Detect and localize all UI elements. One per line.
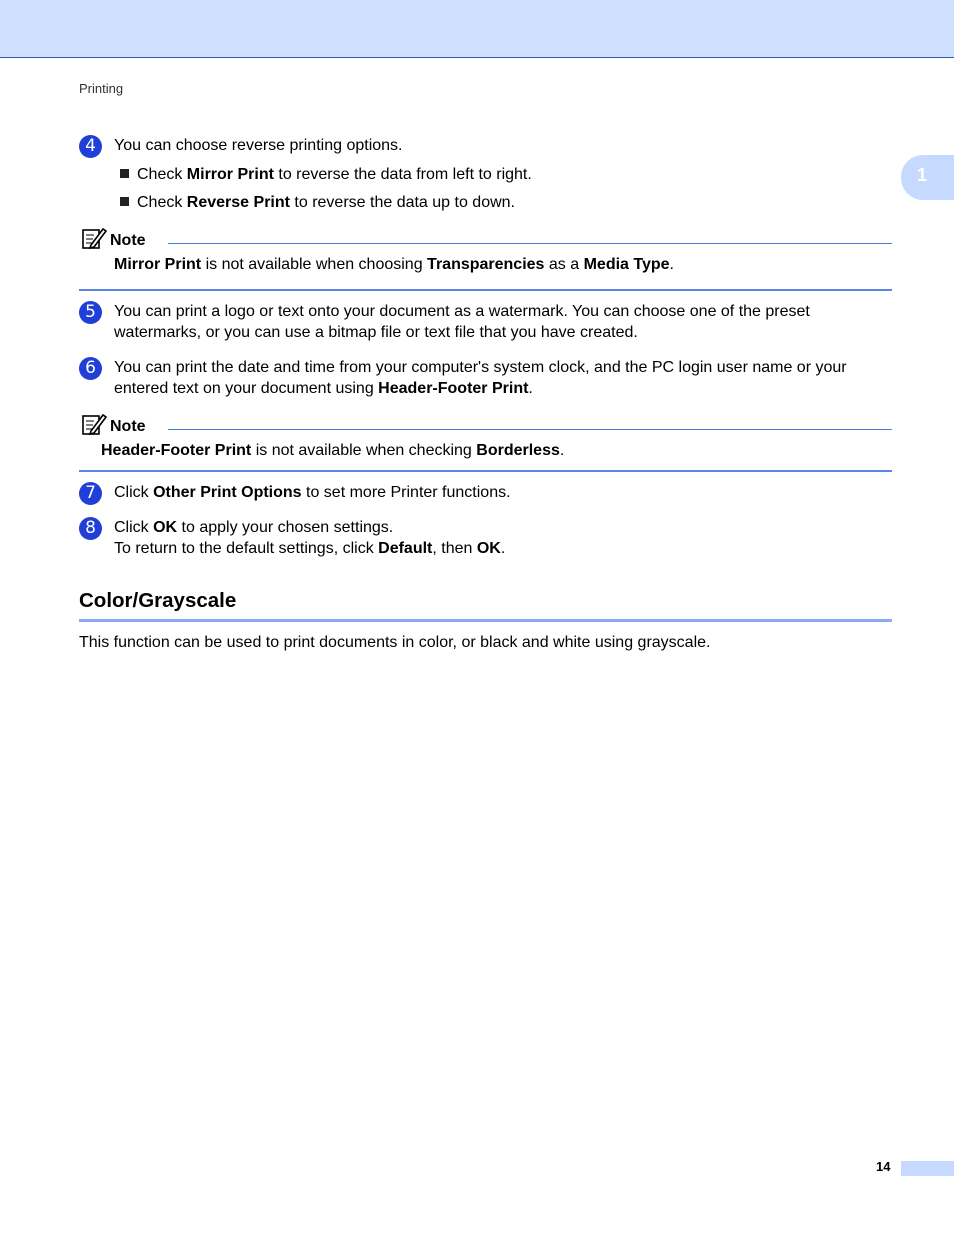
section-rule [79, 619, 892, 622]
note-text: Header-Footer Print is not available when checking Borderless. [101, 442, 565, 459]
note-box-header-footer [79, 412, 892, 474]
step-text: You can choose reverse printing options. [114, 137, 403, 154]
bullet-reverse-print: Check Reverse Print to reverse the data up to down. [120, 193, 515, 213]
note-pencil-icon [81, 412, 107, 436]
running-head: Printing [79, 81, 124, 96]
top-header-band [0, 0, 954, 58]
page-number-block [901, 1161, 954, 1176]
note-box-mirror-print [79, 226, 892, 292]
chapter-tab [901, 155, 954, 200]
step-5 [79, 301, 891, 345]
step-7 [79, 482, 891, 506]
step-6 [79, 357, 891, 401]
note-divider [168, 429, 892, 430]
square-bullet-icon [120, 197, 129, 206]
step-4 [79, 135, 891, 159]
page-number: 14 [876, 1159, 891, 1174]
note-text: Mirror Print is not available when choosing Transparencies as a Media Type. [114, 256, 674, 273]
step-text: You can print a logo or text onto your document as a watermark. You can choose one of the preset watermarks, or you can use a bitmap file or text file that you have created. [114, 303, 810, 341]
step-number-badge: 8 [79, 517, 102, 540]
step-text [114, 518, 894, 559]
note-divider [168, 243, 892, 244]
step-8-line-1: Click OK to apply your chosen settings. [114, 519, 394, 536]
note-bottom-rule [79, 470, 892, 472]
chapter-number: 1 [917, 165, 928, 185]
step-number-badge: 6 [79, 357, 102, 380]
note-pencil-icon [81, 226, 107, 250]
bullet-mirror-print: Check Mirror Print to reverse the data from left to right. [120, 165, 532, 185]
step-8-line-2: To return to the default settings, click Default, then OK. [114, 539, 506, 557]
section-title: Color/Grayscale [79, 589, 237, 612]
step-text: Click Other Print Options to set more Printer functions. [114, 484, 511, 501]
square-bullet-icon [120, 169, 129, 178]
step-text: You can print the date and time from your computer's system clock, and the PC login user name or your entered text on your document using Header-Footer Print. [114, 359, 847, 397]
step-number-badge: 4 [79, 135, 102, 158]
section-body: This function can be used to print documents in color, or black and white using grayscale. [79, 634, 711, 651]
note-label: Note [110, 232, 146, 249]
note-label: Note [110, 418, 146, 435]
step-number-badge: 5 [79, 301, 102, 324]
note-bottom-rule [79, 289, 892, 291]
step-number-badge: 7 [79, 482, 102, 505]
step-8 [79, 517, 891, 561]
